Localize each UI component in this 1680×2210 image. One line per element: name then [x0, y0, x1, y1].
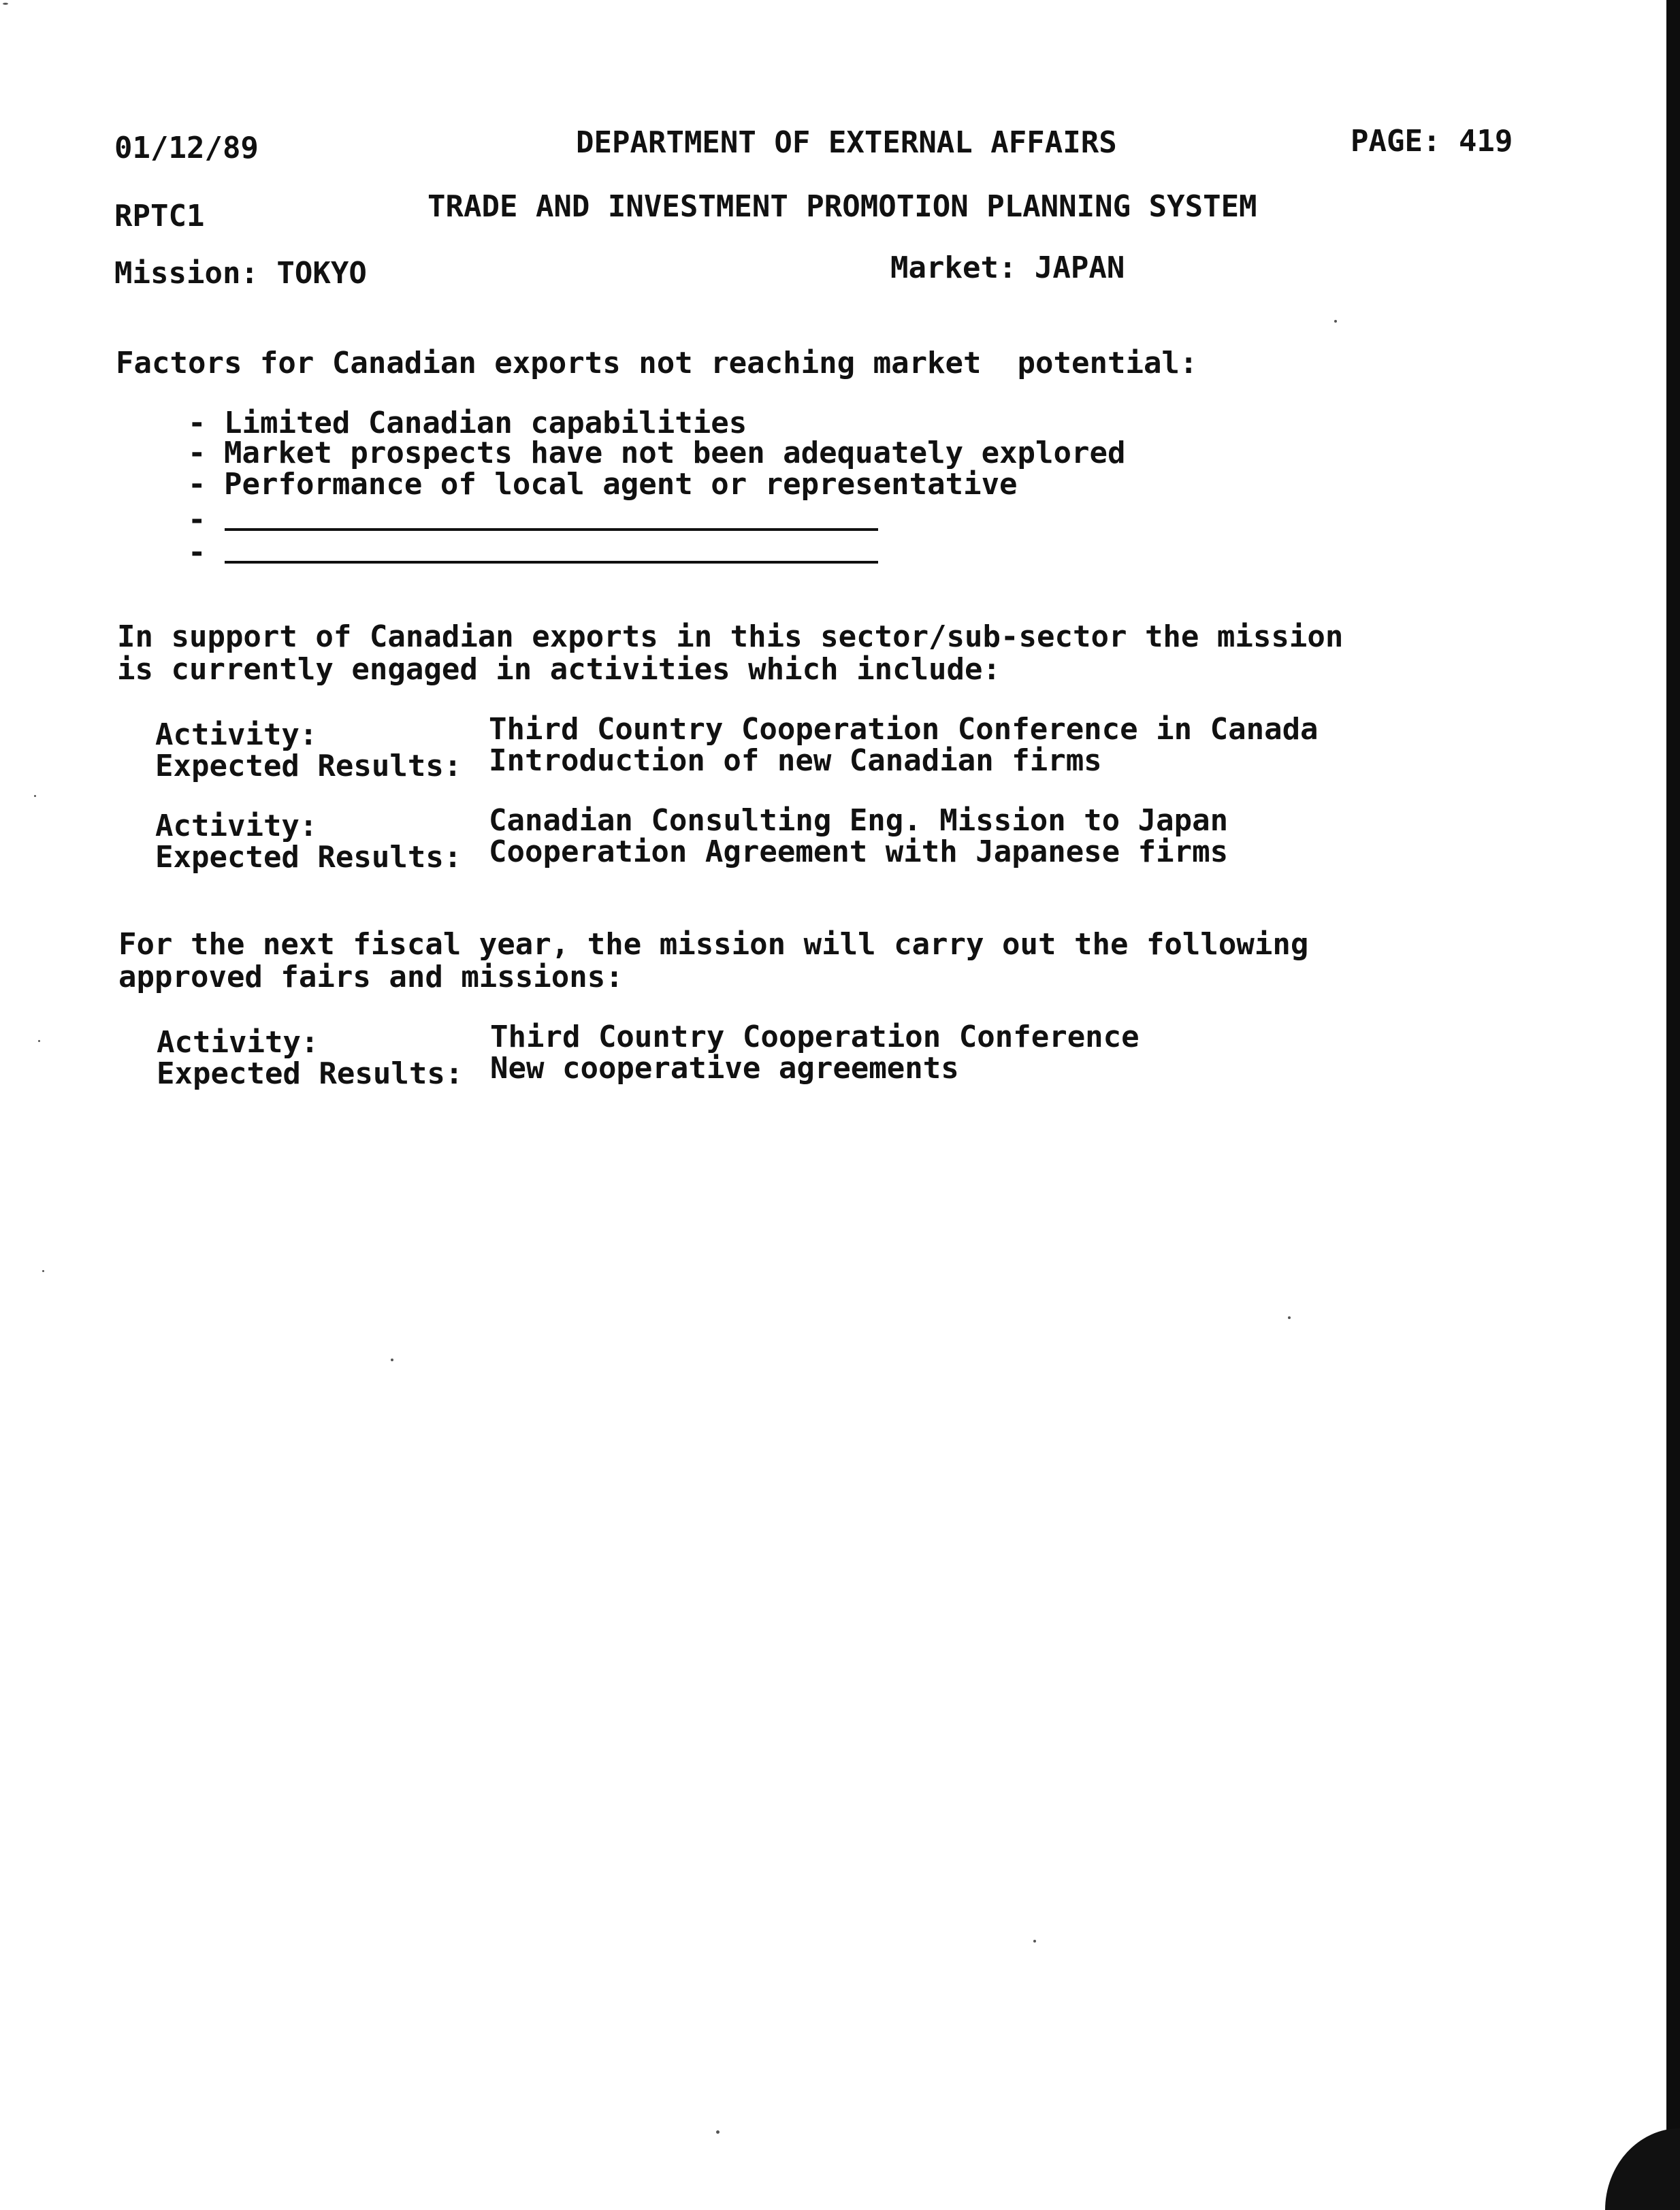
- blank-factor-dash: -: [188, 535, 206, 570]
- system-title: TRADE AND INVESTMENT PROMOTION PLANNING SYSTEM: [427, 189, 1257, 224]
- department-title: DEPARTMENT OF EXTERNAL AFFAIRS: [576, 125, 1117, 160]
- results-label: Expected Results:: [155, 840, 462, 875]
- scan-speck: [716, 2130, 720, 2134]
- support-heading-line1: In support of Canadian exports in this sector/sub-sector the mission: [117, 619, 1344, 654]
- results-value: Introduction of new Canadian firms: [489, 743, 1102, 778]
- factor-item: - Performance of local agent or representative: [188, 467, 1018, 502]
- activity-value: Canadian Consulting Eng. Mission to Japan: [489, 803, 1229, 838]
- results-label: Expected Results:: [155, 749, 462, 783]
- factor-item: - Market prospects have not been adequately explored: [188, 436, 1126, 470]
- market-field: Market: JAPAN: [890, 250, 1125, 285]
- activity-label: Activity:: [157, 1025, 319, 1060]
- results-value: Cooperation Agreement with Japanese firms: [489, 834, 1229, 869]
- blank-factor-line: [225, 528, 878, 531]
- scan-speck: [42, 1270, 44, 1272]
- scan-page-curl: [1605, 2128, 1680, 2210]
- next-year-heading-line2: approved fairs and missions:: [118, 960, 624, 994]
- support-heading-line2: is currently engaged in activities which include:: [117, 652, 1001, 687]
- activity-label: Activity:: [155, 717, 318, 752]
- factors-heading: Factors for Canadian exports not reaching market potential:: [116, 346, 1198, 380]
- scan-speck: [1334, 320, 1337, 323]
- scan-speck: [391, 1359, 393, 1361]
- results-label: Expected Results:: [157, 1056, 464, 1091]
- activity-value: Third Country Cooperation Conference in Canada: [489, 712, 1319, 747]
- scan-speck: [1288, 1316, 1291, 1319]
- scan-speck: [1033, 1940, 1036, 1943]
- mission-field: Mission: TOKYO: [114, 256, 367, 291]
- report-date: 01/12/89: [114, 131, 259, 165]
- blank-factor-dash: -: [188, 502, 206, 537]
- scan-speck: [3, 3, 8, 5]
- next-year-heading-line1: For the next fiscal year, the mission will carry out the following: [118, 927, 1309, 962]
- scan-right-edge: [1666, 0, 1680, 2210]
- blank-factor-line: [225, 561, 878, 564]
- results-value: New cooperative agreements: [490, 1051, 959, 1086]
- scan-speck: [38, 1040, 40, 1042]
- factor-item: - Limited Canadian capabilities: [188, 406, 747, 440]
- activity-label: Activity:: [155, 809, 318, 843]
- scan-speck: [34, 795, 36, 797]
- report-code: RPTC1: [114, 199, 205, 233]
- page-number: PAGE: 419: [1351, 124, 1513, 159]
- activity-value: Third Country Cooperation Conference: [490, 1020, 1140, 1054]
